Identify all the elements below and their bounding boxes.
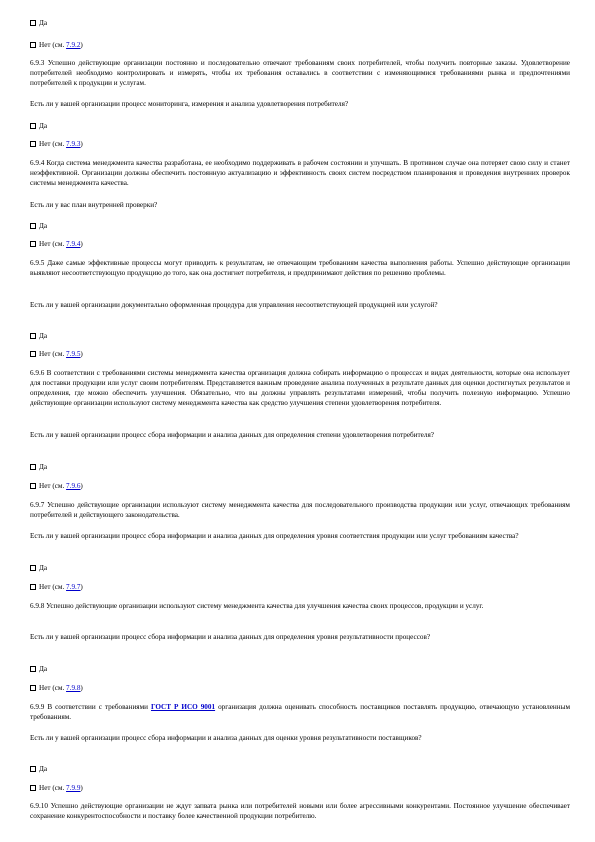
paragraph-6-9-10: 6.9.10 Успешно действующие организации не ждут запвата рынка или потребителей новыми или более агрессивными конкурентами. Постоянное улучшение обеспечивает сохранение конкурентоспособности и поставку более качественной продукции потребителю. [30,802,570,820]
section-link[interactable]: 7.9.9 [66,784,81,792]
option-yes[interactable] [30,331,570,341]
paragraph-6-9-9 [30,702,570,722]
option-label-tail: ) [80,784,83,792]
option-no[interactable] [30,783,570,793]
paragraph-text: организация должна оценивать способность поставщиков поставлять продукцию, отвечающую установленным требованиям. [30,703,570,721]
checkbox-icon[interactable] [30,666,36,672]
checkbox-icon[interactable] [30,584,36,590]
option-label: Нет (см. [39,684,67,692]
option-yes[interactable] [30,664,570,674]
option-label-tail: ) [80,482,83,490]
option-label: Да [39,665,48,673]
checkbox-icon[interactable] [30,123,36,129]
checkbox-icon[interactable] [30,42,36,48]
option-label-tail: ) [80,41,83,49]
option-label: Нет (см. [39,350,67,358]
paragraph-6-9-7: 6.9.7 Успешно действующие организации используют систему менеджмента качества для последовательного производства продукции или услуг, отвечающих требованиям потребителей и действующего законодательства. [30,501,570,519]
section-link[interactable]: 7.9.5 [66,350,81,358]
option-label: Нет (см. [39,482,67,490]
question: Есть ли у вас план внутренней проверки? [30,201,158,209]
option-no[interactable] [30,40,570,50]
option-label: Да [39,564,48,572]
section-link[interactable]: 7.9.3 [66,140,81,148]
option-label: Нет (см. [39,784,67,792]
question: Есть ли у вашей организации процесс сбора информации и анализа данных для определения степени удовлетворения потребителя? [30,431,434,439]
checkbox-icon[interactable] [30,483,36,489]
checkbox-icon[interactable] [30,464,36,470]
paragraph-6-9-8: 6.9.8 Успешно действующие организации используют систему менеджмента качества для улучшения качества своих процессов, продукции и услуг. [30,602,484,610]
option-label-tail: ) [80,350,83,358]
option-yes[interactable] [30,764,570,774]
option-label: Да [39,19,48,27]
paragraph-6-9-5: 6.9.5 Даже самые эффективные процессы могут приводить к результатам, не отвечающим требованиям качества выполнения работы. Успешно действующие организации выявляют несоответствующую продукцию до того, как она достигнет потребителя, и предпринимают действия по решению проблемы. [30,259,570,277]
checkbox-icon[interactable] [30,141,36,147]
question: Есть ли у вашей организации документально оформленная процедура для управления несоответствующей продукцией или услугой? [30,301,438,309]
standard-link[interactable]: ГОСТ Р ИСО 9001 [150,703,216,711]
option-no[interactable] [30,139,570,149]
question: Есть ли у вашей организации процесс мониторинга, измерения и анализа удовлетворения потребителя? [30,100,349,108]
paragraph-text: 6.9.9 В соответствии с требованиями [30,703,151,711]
option-label: Да [39,765,48,773]
section-link[interactable]: 7.9.6 [66,482,81,490]
option-label: Да [39,463,48,471]
question: Есть ли у вашей организации процесс сбора информации и анализа данных для оценки уровня результативности поставщиков? [30,734,422,742]
section-link[interactable]: 7.9.4 [66,240,81,248]
option-label: Да [39,332,48,340]
option-no[interactable] [30,582,570,592]
option-label: Нет (см. [39,583,67,591]
option-no[interactable] [30,349,570,359]
option-yes[interactable] [30,462,570,472]
option-label-tail: ) [80,684,83,692]
option-label: Нет (см. [39,240,67,248]
checkbox-icon[interactable] [30,241,36,247]
question: Есть ли у вашей организации процесс сбора информации и анализа данных для определения уровня результативности процессов? [30,633,431,641]
option-label: Да [39,122,48,130]
option-label-tail: ) [80,240,83,248]
option-label: Нет (см. [39,41,67,49]
paragraph-6-9-4: 6.9.4 Когда система менеджмента качества разработана, ее необходимо поддерживать в рабочем состоянии и улучшать. В противном случае она потеряет свою силу и станет неэффективной. Организации должны обеспечить постоянную актуализацию и эффективность своих систем посредством планирования и проведения внутренних проверок системы менеджмента качества. [30,159,570,187]
option-label-tail: ) [80,140,83,148]
option-yes[interactable] [30,121,570,131]
section-link[interactable]: 7.9.7 [66,583,81,591]
option-no[interactable] [30,481,570,491]
checkbox-icon[interactable] [30,785,36,791]
option-label: Нет (см. [39,140,67,148]
checkbox-icon[interactable] [30,20,36,26]
option-yes[interactable] [30,563,570,573]
checkbox-icon[interactable] [30,351,36,357]
checkbox-icon[interactable] [30,223,36,229]
checkbox-icon[interactable] [30,766,36,772]
paragraph-6-9-6: 6.9.6 В соответствии с требованиями системы менеджмента качества организация должна собирать информацию о процессах и видах деятельности, которые она использует для поставки продукции или услуг своим потребителям. Представляется важным проведение анализа полученных в результате данных для оценки достигнутых результатов и определения, где можно обеспечить улучшения. Обязательно, что вы должны управлять результатами измерений, чтобы получить полезную информацию. Успешно действующие организации используют систему менеджмента качества как средство улучшения степени удовлетворения потребителя. [30,369,570,407]
question: Есть ли у вашей организации процесс сбора информации и анализа данных для определения уровня соответствия продукции или услуг требованиям качества? [30,532,519,540]
section-link[interactable]: 7.9.2 [66,41,81,49]
option-label-tail: ) [80,583,83,591]
option-yes[interactable] [30,18,570,28]
checkbox-icon[interactable] [30,333,36,339]
option-no[interactable] [30,683,570,693]
paragraph-6-9-3: 6.9.3 Успешно действующие организации постоянно и последовательно отвечают требованиям своих потребителей, чтобы получить повторные заказы. Удовлетворение потребителей необходимо контролировать и измерять, чтобы их требования оставались в соответствии с изменяющимися требованиями рынка и предпочтениями потребителей к продукции и услугам. [30,59,570,87]
option-label: Да [39,222,48,230]
checkbox-icon[interactable] [30,565,36,571]
section-link[interactable]: 7.9.8 [66,684,81,692]
option-no[interactable] [30,239,570,249]
option-yes[interactable] [30,221,570,231]
checkbox-icon[interactable] [30,685,36,691]
